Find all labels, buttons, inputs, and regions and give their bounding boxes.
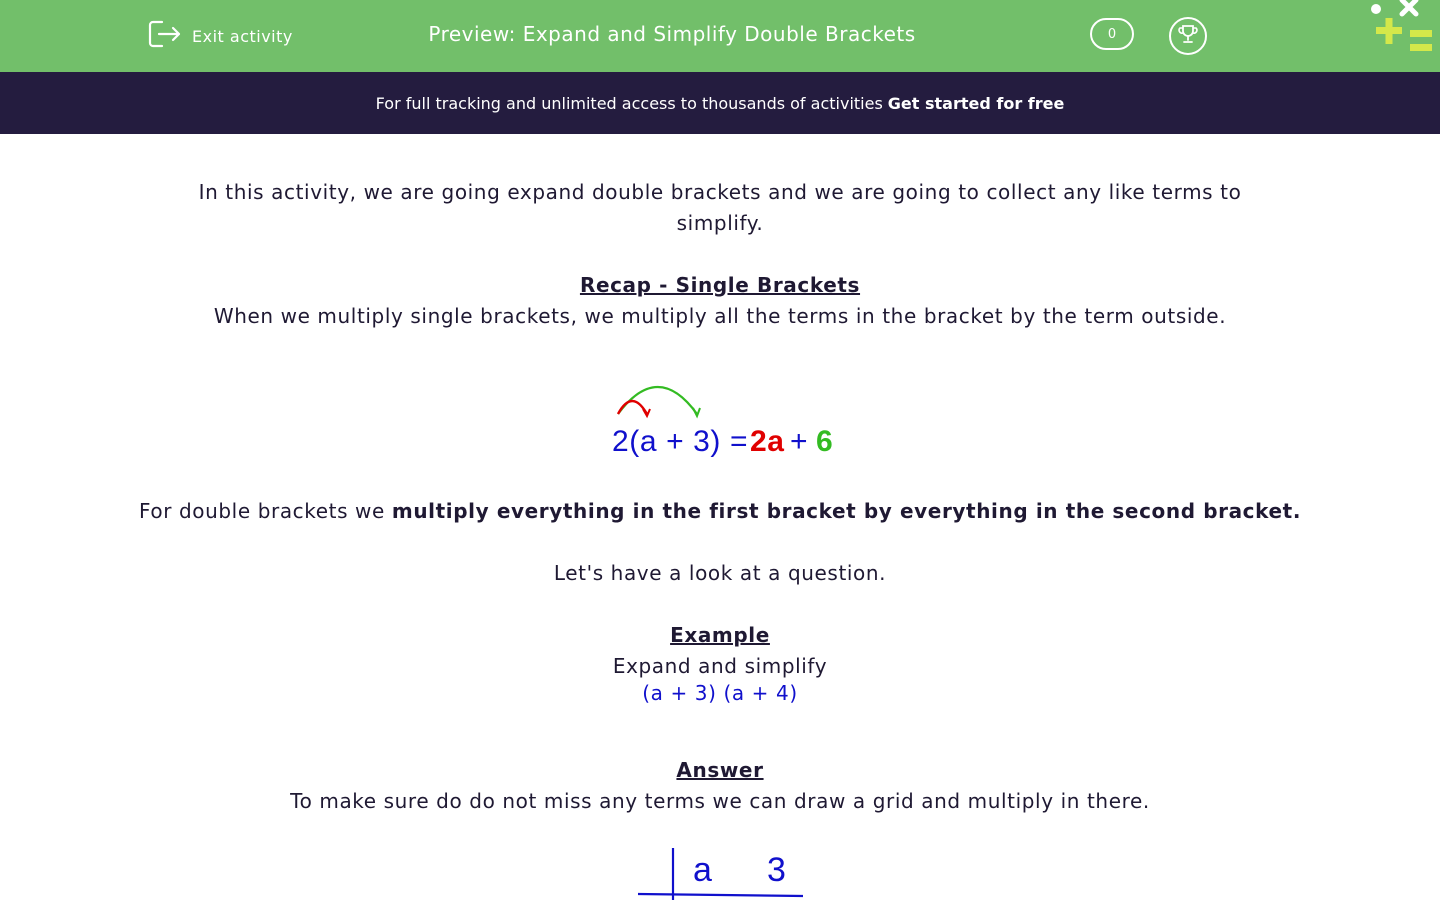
exit-activity-label: Exit activity	[192, 26, 293, 46]
recap-text: When we multiply single brackets, we multiply all the terms in the bracket by the term outside.	[213, 304, 1227, 328]
grid-horizontal-line	[638, 894, 803, 896]
grid-header-3: 3	[767, 851, 787, 889]
equation-plus: +	[790, 425, 809, 458]
grid-header-a: a	[693, 851, 713, 889]
answer-text: To make sure do do not miss any terms we can draw a grid and multiply in there.	[290, 789, 1150, 813]
answer-heading: Answer	[676, 758, 764, 782]
intro-text: In this activity, we are going expand double brackets and we are going to collect any like terms to simplify.	[198, 180, 1242, 235]
trophy-button[interactable]	[1169, 17, 1207, 55]
page-title: Preview: Expand and Simplify Double Brackets	[428, 22, 916, 46]
get-started-link[interactable]: Get started for free	[887, 93, 1065, 113]
example-instruction: Expand and simplify	[612, 654, 828, 678]
single-bracket-diagram	[560, 370, 880, 470]
double-brackets-text	[120, 496, 1320, 527]
trophy-icon	[1177, 23, 1199, 49]
promo-text: For full tracking and unlimited access to thousands of activities	[375, 93, 883, 113]
activity-content	[0, 134, 1440, 900]
equation-lhs: 2(a + 3) =	[612, 425, 749, 458]
red-arrow-arc	[618, 401, 647, 414]
brand-logo-icon	[1366, 0, 1440, 60]
score-badge: 0	[1090, 18, 1134, 50]
top-bar	[0, 0, 1440, 72]
promo-banner	[0, 72, 1440, 134]
double-brackets-plain: For double brackets we	[138, 499, 385, 523]
equation-term-6: 6	[816, 425, 834, 458]
recap-heading: Recap - Single Brackets	[579, 273, 861, 297]
multiplication-grid	[620, 838, 820, 900]
double-brackets-bold: multiply everything in the first bracket by everything in the second bracket.	[391, 499, 1302, 523]
example-heading: Example	[670, 623, 770, 647]
example-expression: (a + 3) (a + 4)	[642, 681, 798, 705]
look-text: Let's have a look at a question.	[553, 561, 887, 585]
equation-term-2a: 2a	[750, 425, 785, 458]
